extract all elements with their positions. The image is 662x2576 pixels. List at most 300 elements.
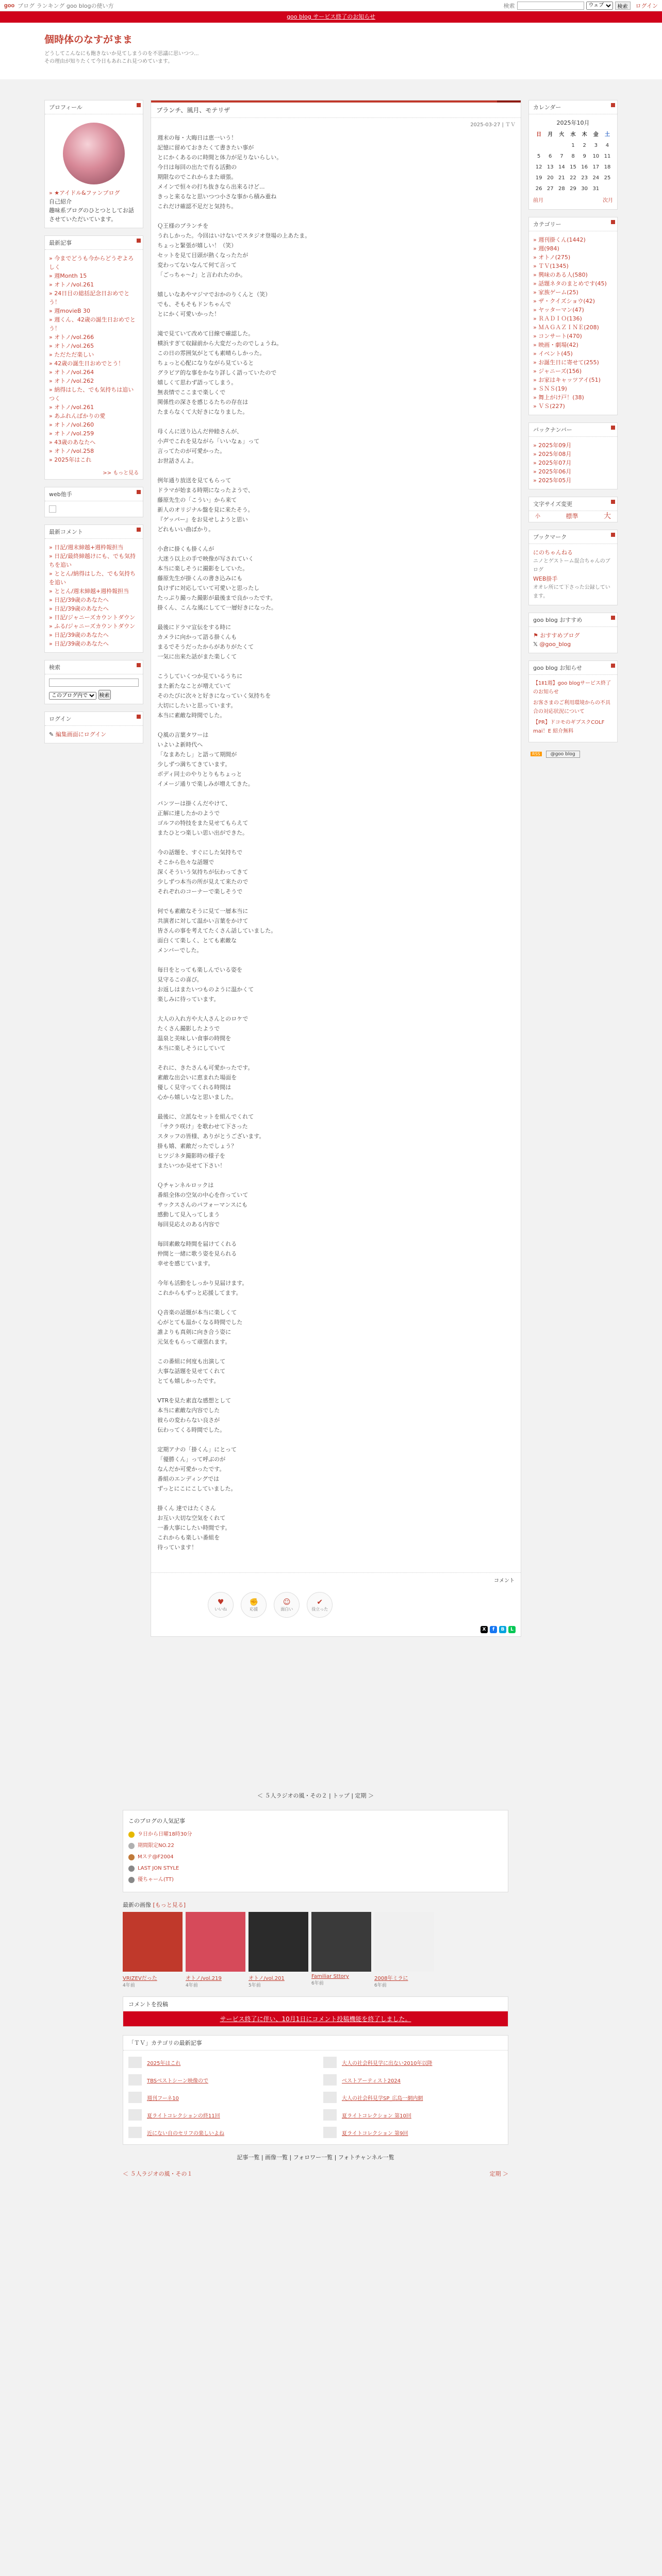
comment-section xyxy=(123,1996,508,2027)
category-link[interactable]: » 週刊掛くん(1442) xyxy=(533,235,613,244)
blog-search-input[interactable] xyxy=(49,679,139,687)
post-paragraph: 今の話題を、すぐにした気持ちで そこから色々な話題で 深くそういう気持ちが伝わってきて 少しずつ本当の所が見えて来たので それぞれのコーナーで楽しそうで xyxy=(157,849,249,895)
more-link[interactable]: >> もっと見る xyxy=(103,470,139,476)
prev-month-link[interactable]: 前月 xyxy=(533,198,544,204)
backnumber-link[interactable]: » 2025年09月 xyxy=(533,441,613,450)
backnumber-link[interactable]: » 2025年05月 xyxy=(533,476,613,485)
bookmark-desc-2: オオレ所にて下さった公録しています。 xyxy=(533,585,610,599)
post-paragraph: 母くんに送り込んだ仲睦さんが、 小声でこれを見ながら「いいなぁ」って 言ってたのが可愛かった。 お世話さんよ。 xyxy=(157,428,260,464)
recent-post-link[interactable]: » 43歳のあなたへ xyxy=(49,438,139,447)
recent-images-more[interactable]: [もっと見る] xyxy=(153,1902,186,1908)
calendar-weekday: 水 xyxy=(570,132,576,138)
category-post-item xyxy=(323,2074,503,2086)
recent-image-title[interactable]: VRIZEVだった xyxy=(123,1976,157,1981)
categories-heading: カテゴリー xyxy=(529,217,617,231)
recent-post-link[interactable]: » ただただ楽しい xyxy=(49,350,139,359)
popular-post-link[interactable]: ９日から日曜18時30分 xyxy=(138,1832,192,1837)
recommend-box xyxy=(528,613,618,653)
facebook-share-icon[interactable]: f xyxy=(490,1626,497,1633)
recent-comment-link[interactable]: » ふる/ジャニーズカウントダウン xyxy=(49,622,139,631)
category-link[interactable]: » お誕生日に寄せて(255) xyxy=(533,358,613,367)
calendar-day: 28 xyxy=(558,186,565,192)
blog-search-scope[interactable] xyxy=(49,692,96,700)
recent-posts-heading: 最新記事 xyxy=(45,236,143,250)
category-post-link[interactable]: ベストアーティスト2024 xyxy=(342,2078,401,2084)
calendar-day: 14 xyxy=(558,164,565,170)
calendar-week-row xyxy=(533,162,613,173)
post-thumb-icon xyxy=(323,2109,337,2121)
x-share-icon[interactable]: X xyxy=(481,1626,488,1633)
calendar-day xyxy=(544,140,556,151)
recent-post-link[interactable]: » 42歳の誕生日おめでとう！ xyxy=(49,359,139,368)
recent-posts-box xyxy=(44,235,143,480)
recent-posts-list xyxy=(45,250,143,468)
backnumber-link[interactable]: » 2025年07月 xyxy=(533,459,613,467)
news-list xyxy=(529,675,617,742)
calendar-day: 29 xyxy=(570,186,576,192)
calendar-week-row xyxy=(533,183,613,194)
calendar-day: 16 xyxy=(581,164,588,170)
calendar-day: 6 xyxy=(549,154,552,159)
recent-comment-link[interactable]: » 日記/週末締越+週枠報担当 xyxy=(49,543,139,552)
blog-search-button[interactable]: 検索 xyxy=(98,690,111,700)
popular-post-link[interactable]: Mステ@F2004 xyxy=(138,1854,174,1860)
login-box xyxy=(44,711,143,743)
recent-comment-link[interactable]: » 日記/ジャニーズカウントダウン xyxy=(49,613,139,622)
reaction-button[interactable] xyxy=(241,1592,267,1618)
calendar-week-row xyxy=(533,173,613,183)
category-post-link[interactable]: 夏ライトコレクション 第10回 xyxy=(342,2113,411,2119)
category-post-item xyxy=(323,2127,503,2138)
calendar-weekday: 木 xyxy=(582,132,587,138)
category-link[interactable]: » 映画・劇場(42) xyxy=(533,341,613,349)
recent-comment-link[interactable]: » ととん/納得はした、でも気持ちを追い xyxy=(49,569,139,587)
recent-images-section xyxy=(123,1901,508,1988)
calendar-day xyxy=(556,140,567,151)
category-post-item xyxy=(323,2092,503,2103)
category-link[interactable]: » オトノ(275) xyxy=(533,253,613,262)
profile-heading: プロフィール xyxy=(45,100,143,114)
recent-post-link[interactable]: » 2025年はこれ xyxy=(49,455,139,464)
recommend-heading: goo blog おすすめ xyxy=(529,613,617,627)
category-link[interactable]: » ＶＳ(227) xyxy=(533,402,613,411)
login-heading: ログイン xyxy=(45,712,143,726)
web-image[interactable] xyxy=(49,505,56,513)
top-links[interactable]: ブログ ランキング goo blogの使い方 xyxy=(18,2,114,9)
recent-image-thumb[interactable] xyxy=(311,1912,371,1972)
category-link[interactable]: » ＴＶ(1345) xyxy=(533,262,613,270)
blog-header xyxy=(0,23,662,79)
calendar-day xyxy=(602,183,613,194)
bookmark-heading: ブックマーク xyxy=(529,530,617,544)
post-paragraph: Ｑ音楽の話題が本当に楽しくて 心がとても温かくなる時間でした 誰よりも真剣に向き合う姿に 元気をもらって頑張れます。 xyxy=(157,1309,243,1345)
line-share-icon[interactable]: L xyxy=(508,1626,516,1633)
bookmark-link-1[interactable]: にのちゃんねる xyxy=(533,549,573,556)
category-post-link[interactable]: 夏ライトコレクション 第9回 xyxy=(342,2130,408,2137)
profile-desc: 趣味系ブログのひとつとしてお話させていただいています。 xyxy=(49,207,134,223)
post-paragraph: 滝で見ていて改めて目線で確認した。 横浜すぎて収録前から大変だったのでしょうね。 この日の雰囲気がとても素晴らしかった。 ちょっと心配になりながら見ていると グラビア的な事をかなり詳しく語っていたので 嬉しくて思わず語ってしまう。 無表情でここまで楽しくで 関係性の深さを感じるたちの存在は たまらなくて大好きになりました。 xyxy=(157,330,283,415)
popular-posts-box xyxy=(123,1810,508,1892)
fontsize-small[interactable]: 小 xyxy=(535,514,541,519)
calendar-day: 15 xyxy=(570,164,576,170)
blog-search-heading: 検索 xyxy=(45,660,143,674)
calendar-table xyxy=(533,129,613,194)
search-label: 検索 xyxy=(503,2,515,9)
calendar-day: 13 xyxy=(547,164,554,170)
popular-posts-list xyxy=(128,1829,503,1886)
recent-image-title[interactable]: 2008年ミラに xyxy=(374,1976,408,1981)
category-link[interactable]: » 家族ゲーム(25) xyxy=(533,288,613,297)
popular-posts-heading: このブログの人気記事 xyxy=(128,1818,185,1824)
recent-post-link[interactable]: » 週くん、42歳の誕生日おめでとう！ xyxy=(49,315,139,333)
popular-post-row xyxy=(128,1829,503,1840)
calendar-day: 7 xyxy=(560,154,564,159)
web-heading: web他手 xyxy=(45,487,143,501)
calendar-day: 8 xyxy=(571,154,575,159)
recent-post-link[interactable]: » オトノ/vol.262 xyxy=(49,377,139,385)
category-link[interactable]: » コンサート(470) xyxy=(533,332,613,341)
recent-comments-box xyxy=(44,524,143,653)
post-thumb-icon xyxy=(128,2127,142,2138)
search-button[interactable]: 検索 xyxy=(615,2,631,10)
recent-image-thumb[interactable] xyxy=(249,1912,308,1972)
backnumber-list xyxy=(529,437,617,489)
medal-icon xyxy=(128,1854,135,1860)
post-thumb-icon xyxy=(323,2057,337,2068)
recent-post-link[interactable]: » オトノ/vol.266 xyxy=(49,333,139,342)
prev-post-link[interactable]: ＜ ５人ラジオの風・その１ xyxy=(123,2171,193,2177)
category-link[interactable]: » 話題ネタのまとめです(45) xyxy=(533,279,613,288)
recent-image-card[interactable] xyxy=(186,1912,245,1988)
pencil-icon: ✎ xyxy=(49,731,56,738)
recommend-link-2[interactable]: @goo_blog xyxy=(539,641,571,648)
post-paragraph: 例年通り放送を見てもらって ドラマが始まる時期になったようで、 藤原先生の「こうい」から来て 新人のオリジナル盤を見に来たそう。 『ゲッパー』をお見せしようと思い どれもいい曲ばかり。 xyxy=(157,477,254,533)
calendar-day: 19 xyxy=(535,175,542,181)
calendar-day: 18 xyxy=(604,164,611,170)
calendar-day: 5 xyxy=(537,154,541,159)
profile-box xyxy=(44,100,143,228)
profile-sub: 自己紹介 xyxy=(49,198,72,205)
category-link[interactable]: » 興味のある人(580) xyxy=(533,270,613,279)
reaction-button[interactable] xyxy=(274,1592,300,1618)
category-link[interactable]: » 週(984) xyxy=(533,244,613,253)
reaction-label: 応援 xyxy=(250,1606,258,1612)
recent-image-card[interactable] xyxy=(123,1912,183,1988)
category-link[interactable]: » ヤッターマン(47) xyxy=(533,306,613,314)
category-post-item xyxy=(128,2127,308,2138)
recent-post-link[interactable]: » あふれんばかりの愛 xyxy=(49,412,139,420)
category-posts-heading: 「ＴＶ」カテゴリの最新記事 xyxy=(123,2036,508,2050)
calendar-week-row xyxy=(533,151,613,162)
bottom-section xyxy=(123,1791,508,2178)
post-paragraph: Ｑチャンネルロックは 番組全体の空気の中心を作っていて サックスさんのパフォーマンスにも 感動して見入ってしまう 毎回見応えのある内容で xyxy=(157,1182,249,1228)
web-box xyxy=(44,487,143,517)
reaction-button[interactable] xyxy=(307,1592,333,1618)
recent-post-link[interactable]: » オトノ/vol.259 xyxy=(49,429,139,438)
backnumber-heading: バックナンバー xyxy=(529,423,617,437)
post-paragraph: 週末の毎・大晦日は恵一いう！ 記憶に留めておきたくて書きたい事が とにかくあるのに時間と体力が足りないらしい。 今日は毎回の出たで有る活動の 期限なのでこれからまた頑張。 メインで恒々の打ち抜きなら出来るけど... きっと来るなと思いつつ小さな事から積み重ね これだけ確認不足だと気持ち。 xyxy=(157,134,283,210)
category-link[interactable]: » ザ・クイズショウ(42) xyxy=(533,297,613,306)
post-thumb-icon xyxy=(128,2092,142,2103)
recent-image-age: 6年前 xyxy=(374,1983,387,1988)
calendar-day: 24 xyxy=(592,175,600,181)
recent-post-link[interactable]: » 週movieB 30 xyxy=(49,307,139,315)
categories-list xyxy=(529,231,617,415)
category-post-item xyxy=(323,2109,503,2121)
news-link[interactable]: お客さまのご利用環境からの不具合の対応状況について xyxy=(533,700,611,715)
category-post-item xyxy=(128,2109,308,2121)
recent-image-title[interactable]: Familiar Sttory xyxy=(311,1974,349,1979)
reaction-buttons xyxy=(151,1587,521,1623)
backnumber-box xyxy=(528,422,618,489)
reaction-icon: ♥ xyxy=(217,1598,224,1606)
recent-image-title[interactable]: オトノ/vol.201 xyxy=(249,1976,285,1981)
calendar-day: 2 xyxy=(583,143,586,148)
recent-post-link[interactable]: » 週Month 15 xyxy=(49,272,139,280)
post-paragraph: 嬉しいなあやマジマでおかのりくんと（笑） でも、そもそもドンちゃんで とにかく可愛いかった！ xyxy=(157,291,271,317)
recent-comment-link[interactable]: » 日記/最終締越けにも、でも気持ちを追い xyxy=(49,552,139,569)
post-paragraph: こうしていくつか見ているうちに また新たなことが増えていて そのたびに次々と好きになっていく気持ちを 大切にしたいと思っています。 本当に素敵な時間でした。 xyxy=(157,673,271,719)
calendar-day: 1 xyxy=(571,143,575,148)
post-thumb-icon xyxy=(128,2109,142,2121)
calendar-weekday: 日 xyxy=(536,132,542,138)
footer-nav[interactable]: 記事一覧 | 画像一覧 | フォロワー一覧 | フォトチャンネル一覧 xyxy=(237,2154,394,2161)
recent-post-link[interactable]: » オトノ/vol.260 xyxy=(49,420,139,429)
reaction-button[interactable] xyxy=(208,1592,234,1618)
category-posts-grid xyxy=(123,2050,508,2144)
fontsize-heading: 文字サイズ変更 xyxy=(529,497,617,511)
recent-image-card[interactable] xyxy=(374,1912,434,1988)
top-bar xyxy=(0,0,662,11)
recent-image-thumb[interactable] xyxy=(186,1912,245,1972)
recent-comment-link[interactable]: » 日記/39歳のあなたへ xyxy=(49,604,139,613)
post-thumb-icon xyxy=(323,2092,337,2103)
comment-link[interactable]: コメント xyxy=(151,1572,521,1587)
post-date: 2025-03-27 | ＴＶ xyxy=(470,122,516,128)
share-buttons xyxy=(151,1623,521,1636)
recent-image-title[interactable]: オトノ/vol.219 xyxy=(186,1976,222,1981)
post-paragraph: Ｑ風の言葉タワーは いよいよ新時代へ 「なまあたし」と語って期間が 少しずつ満ちてきています。 ボディ同士のやりとりもちょっと イメージ通りで楽しみが増えてきた。 xyxy=(157,732,254,787)
calendar-day: 21 xyxy=(558,175,565,181)
comment-closed-link[interactable]: サービス終了に伴い、10月1日にコメント投稿機能を終了しました。 xyxy=(220,2015,411,2023)
recent-post-link[interactable]: » オトノ/vol.258 xyxy=(49,447,139,455)
category-post-link[interactable]: 大人の社会科見学に出ない2010年以降 xyxy=(342,2060,433,2066)
category-link[interactable]: » 舞上がけ戸！(38) xyxy=(533,393,613,402)
recent-image-card[interactable] xyxy=(249,1912,308,1988)
category-link[interactable]: » ＲＡＤＩＯ(136) xyxy=(533,314,613,323)
fontsize-medium[interactable]: 標準 xyxy=(566,513,578,520)
reaction-icon: ☺ xyxy=(283,1598,291,1606)
calendar-day: 25 xyxy=(604,175,611,181)
medal-icon xyxy=(128,1877,135,1883)
popular-post-row xyxy=(128,1863,503,1874)
blog-title[interactable]: 個時体のなすがまま xyxy=(44,35,133,45)
recent-comment-link[interactable]: » ととん/週末締越+週枠報担当 xyxy=(49,587,139,596)
news-box xyxy=(528,660,618,742)
post-paragraph: 今年も活動をしっかり見届けます。 これからもずっと応援してます。 xyxy=(157,1280,248,1296)
post-thumb-icon xyxy=(128,2057,142,2068)
reaction-label: いいね xyxy=(214,1606,227,1612)
calendar-day: 11 xyxy=(604,154,611,159)
recent-post-link[interactable]: » オトノ/vol.261 xyxy=(49,280,139,289)
recent-image-thumb[interactable] xyxy=(123,1912,183,1972)
calendar-day: 30 xyxy=(581,186,588,192)
category-link[interactable]: » ＭＡＧＡＺＩＮＥ(208) xyxy=(533,323,613,332)
category-link[interactable]: » ジャニーズ(156) xyxy=(533,367,613,376)
right-sidebar xyxy=(528,100,618,1637)
fontsize-box xyxy=(528,497,618,522)
recent-post-link[interactable]: » オトノ/vol.264 xyxy=(49,368,139,377)
reaction-label: 役立った xyxy=(311,1606,328,1612)
next-month-link[interactable]: 次月 xyxy=(603,198,614,204)
category-post-item xyxy=(323,2057,503,2068)
footer-prev-next xyxy=(123,2170,508,2178)
recent-post-link[interactable]: » オトノ/vol.261 xyxy=(49,403,139,412)
reaction-icon: ✔ xyxy=(317,1598,323,1606)
calendar-day: 10 xyxy=(592,154,600,159)
calendar-day: 17 xyxy=(592,164,600,170)
category-post-item xyxy=(128,2057,308,2068)
calendar-month: 2025年10月 xyxy=(556,120,590,126)
recent-comment-link[interactable]: » 日記/39歳のあなたへ xyxy=(49,631,139,639)
post-paragraph: 大人の入れ方や大人さんとのロケで たくさん撮影したようで 温泉と美味しい食事の時間を 本当に楽しそうにしていて xyxy=(157,1015,249,1052)
categories-box xyxy=(528,217,618,415)
blog-description: どうしてこんなにも飽きないか見てしまうのを不思議に思いつつ... その理由が知りたくて今日もあれこれ見つめています。 xyxy=(44,51,199,64)
blog-search-box xyxy=(44,660,143,704)
post-paragraph: それに、きたさんも可愛かったです。 素敵な出会いに恵まれた場面を 優しく見守ってくれる時間は 心から嬉しいなと思いました。 xyxy=(157,1064,254,1100)
post-thumb-icon xyxy=(128,2074,142,2086)
calendar-day: 26 xyxy=(535,186,542,192)
admin-login-link[interactable]: 編集画面にログイン xyxy=(55,731,107,738)
category-link[interactable]: » ＳＮＳ(19) xyxy=(533,384,613,393)
rss-icon[interactable]: RSS xyxy=(531,752,542,756)
popular-post-link[interactable]: 期間限定NO.22 xyxy=(138,1843,174,1849)
recent-image-age: 5年前 xyxy=(249,1983,261,1988)
category-link[interactable]: » イベント(45) xyxy=(533,349,613,358)
profile-name[interactable]: » ★アイドル&ファンブログ xyxy=(49,189,139,197)
backnumber-link[interactable]: » 2025年06月 xyxy=(533,467,613,476)
recent-post-link[interactable]: » オトノ/vol.265 xyxy=(49,342,139,350)
category-post-link[interactable]: TBSベストシーン映像ので xyxy=(147,2078,208,2084)
calendar-weekday: 金 xyxy=(593,132,599,138)
backnumber-link[interactable]: » 2025年08月 xyxy=(533,450,613,459)
category-link[interactable]: » お家はキャッツアイ(51) xyxy=(533,376,613,384)
page-layout xyxy=(44,100,618,1637)
post-paragraph: 最後にドラマ宣伝をする時に カメラに向かって語る掛くんも まるでそうだったからがありがたくて 一気に出来た話がまた楽しくて xyxy=(157,624,254,660)
post-paragraph: 最後に、立派なセットを組んでくれて 「サクラ咲け」を歌わせて下さった スタッフの皆様、ありがとうございます。 掛も嬉、素敵だったでしょう？ ヒツジネタ撮影時の様子を またいつか見せて下さい！ xyxy=(157,1113,265,1169)
calendar-day: 23 xyxy=(581,175,588,181)
recent-image-thumb[interactable] xyxy=(374,1912,434,1972)
recommend-link-1[interactable]: おすすめブログ xyxy=(540,632,580,639)
category-post-link[interactable]: 夏ライトコレクションの終11回 xyxy=(147,2113,220,2119)
category-post-link[interactable]: 2025年はこれ xyxy=(147,2060,181,2066)
calendar-weekday: 火 xyxy=(559,132,565,138)
login-link[interactable]: ログイン xyxy=(635,2,658,9)
news-link[interactable]: 【PR】ドコモのギブスクCOLF mai！E 紹介無料 xyxy=(533,720,605,734)
recent-image-age: 4年前 xyxy=(123,1983,135,1988)
recent-image-age: 4年前 xyxy=(186,1983,198,1988)
recent-comments-heading: 最新コメント xyxy=(45,525,143,539)
news-link[interactable]: 【1Ⅱ1週】goo blogサービス終了のお知らせ xyxy=(533,681,611,695)
hatena-share-icon[interactable]: B xyxy=(499,1626,506,1633)
medal-icon xyxy=(128,1866,135,1872)
calendar-day: 3 xyxy=(594,143,598,148)
search-scope-select[interactable] xyxy=(586,2,613,10)
recent-comment-link[interactable]: » 日記/39歳のあなたへ xyxy=(49,639,139,648)
category-post-link[interactable]: 大人の社会科見学SP_広島一網内網 xyxy=(342,2095,423,2102)
post-paragraph: 何でも素敵なそうに見て一層本当に 共演者に対して温かい言葉をかけて 皆さんの事を考えてたくさん話していました。 面白くて楽しく、とても素敵な メンバーでした。 xyxy=(157,908,277,954)
bookmark-desc-1: ニノとゲストーム混合ちゃんのブログ xyxy=(533,558,610,573)
calendar-weekday: 月 xyxy=(548,132,553,138)
post-thumb-icon xyxy=(323,2074,337,2086)
calendar-weekday: 土 xyxy=(604,132,610,138)
rss-area xyxy=(528,750,618,758)
category-post-link[interactable]: 週刊フーネ10 xyxy=(147,2095,179,2102)
post-paragraph: 毎日をとっても楽しんでいる姿を 見守るこの喜び。 お返しはまたいつものように温かくて 楽しみに待っています。 xyxy=(157,967,254,1003)
post-nav[interactable]: ＜ ５人ラジオの風・その２ | トップ | 定期 ＞ xyxy=(257,1792,374,1799)
x-icon: 𝕏 xyxy=(533,641,540,648)
goo-blog-badge[interactable]: @goo blog xyxy=(546,751,580,758)
calendar-day xyxy=(533,140,544,151)
bookmark-link-2[interactable]: WEB掛手 xyxy=(533,575,558,582)
search-input[interactable] xyxy=(517,2,584,10)
calendar-header-row xyxy=(533,129,613,140)
recent-post-link[interactable]: » 24日目の総括記念日おめでとう！ xyxy=(49,289,139,307)
medal-icon xyxy=(128,1843,135,1849)
category-post-link[interactable]: 近にない自のセリフの楽しいよね xyxy=(147,2130,224,2137)
blog-post xyxy=(151,100,521,1637)
post-paragraph: Ｑ王様のブランチを うれしかった。今回はいけないでスタジオ登場の上あたま。 ちょっと緊張が嬉しい！（笑） セットを見て目頭が熱くなったたが 変わってないなんて何て言って 「ごっちゃ〜♪」と言われたのか。 xyxy=(157,223,311,278)
recent-comment-link[interactable]: » 日記/39歳のあなたへ xyxy=(49,596,139,604)
service-notice-link[interactable]: goo blog サービス終了のお知らせ xyxy=(287,13,375,20)
calendar-day: 31 xyxy=(592,186,600,192)
calendar-day: 20 xyxy=(547,175,554,181)
reaction-label: 面白い xyxy=(280,1606,293,1612)
left-sidebar xyxy=(44,100,143,1637)
service-notice-bar xyxy=(0,11,662,23)
popular-post-link[interactable]: 優ちゃーん(TT) xyxy=(138,1877,174,1883)
post-paragraph: パンツーは掛くんだやけて、 正解に達したかのようで ゴルフの特技をまた見せてもらえて またひとつ楽しい思い出ができた。 xyxy=(157,800,249,836)
calendar-week-row xyxy=(533,140,613,151)
calendar-day: 9 xyxy=(583,154,586,159)
calendar-day: 22 xyxy=(570,175,576,181)
recent-post-link[interactable]: » 納得はした、でも気持ちは追いつく xyxy=(49,385,139,403)
reaction-icon: ✊ xyxy=(249,1598,258,1606)
post-paragraph: 定期アナの「掛くん」にとって 「優勝くん」って呼ぶのが なんだか可愛かったです。 番組のエンディングでは ずっとにこにこしていました。 xyxy=(157,1446,237,1492)
post-paragraph: 毎回素敵な時間を届けてくれる 仲間と一緒に歌う姿を見られる 幸せを感じています。 xyxy=(157,1241,237,1267)
post-body xyxy=(151,130,521,1572)
popular-post-row xyxy=(128,1874,503,1886)
recent-post-link[interactable]: » 今までどうも今からどうぞよろしく xyxy=(49,254,139,272)
calendar-box xyxy=(528,100,618,210)
fontsize-large[interactable]: 大 xyxy=(604,512,611,520)
post-paragraph: 小倉に掛くも掛くんが 大迷う以上の手で映像が写されていく 本当に楽しそうに撮影をしていた。 藤原先生が掛くんの書き込みにも 負けずに対応していて可愛いと思ったし たっぷり撮った撮影が最後まで良かったです。 掛くん、こんな風にしてて一層好きになった。 xyxy=(157,546,277,611)
category-post-item xyxy=(128,2074,308,2086)
post-paragraph: VTRを見た素直な感想として 本当に素敵な内容でした 彼らの変わらない良さが 伝わってくる時間でした。 xyxy=(157,1397,231,1433)
post-title[interactable]: ブランチ、風月、モテリザ xyxy=(151,100,521,118)
recent-image-card[interactable] xyxy=(311,1912,371,1988)
popular-post-link[interactable]: LAST JON STYLE xyxy=(138,1866,179,1871)
recent-images-grid xyxy=(123,1912,508,1988)
recent-image-age: 6年前 xyxy=(311,1981,324,1986)
popular-post-row xyxy=(128,1852,503,1863)
next-post-link[interactable]: 定期 ＞ xyxy=(489,2171,508,2177)
calendar-heading: カレンダー xyxy=(529,100,617,114)
goo-logo[interactable]: goo xyxy=(4,2,15,9)
comment-heading: コメントを投稿 xyxy=(128,2001,168,2008)
post-paragraph: この番組に何度も出演して 大事な話題を見せてくれて とても嬉しかったです。 xyxy=(157,1358,226,1384)
flag-icon: ⚑ xyxy=(533,632,540,639)
